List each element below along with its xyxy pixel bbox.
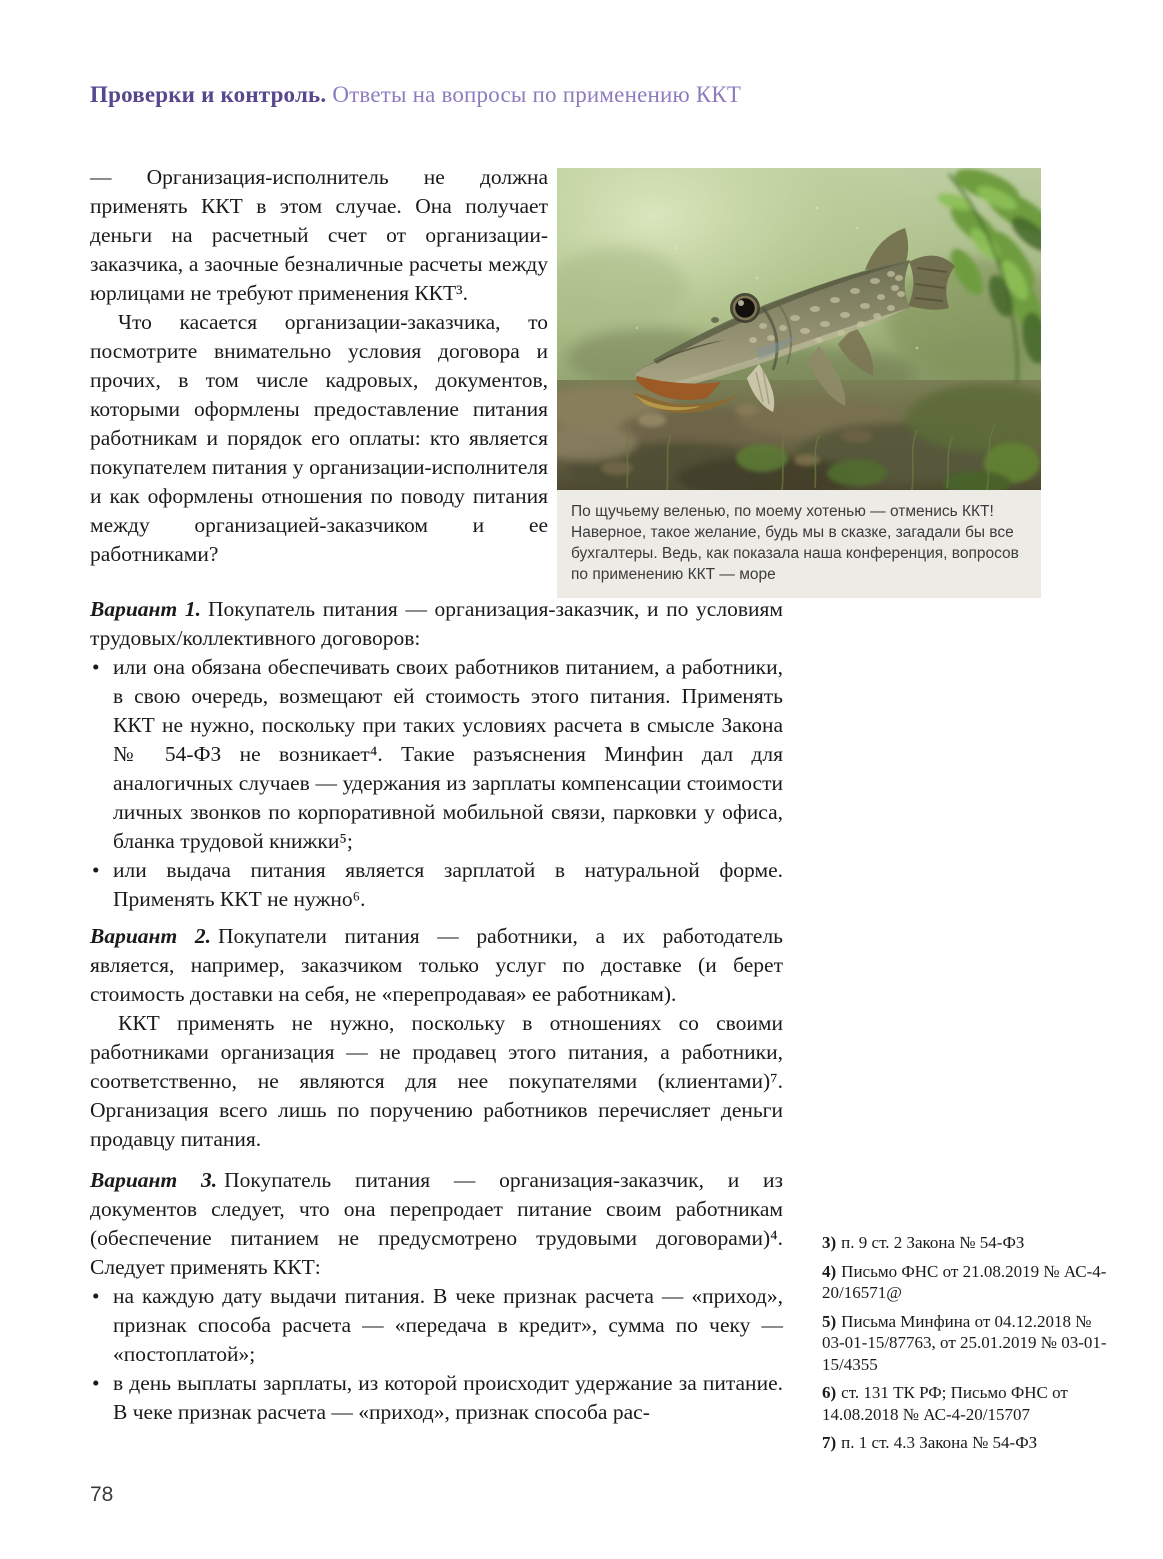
photo-caption: По щучьему веленью, по моему хотенью — отменись ККТ! Наверное, такое желание, будь мы в сказке, загадали бы все бухгалтеры. Ведь, как показала наша конференция, вопросов по применению ККТ — море [557, 490, 1041, 598]
variant-3-lead-text: Покупатель питания — организация-заказчик, и из документов следует, что она перепродает питание своим работникам (обеспечение питанием не предусмотрено трудовыми договорами)⁴. Следует применять ККТ: [90, 1168, 783, 1279]
intro-paragraph-2: Что касается организации-заказчика, то посмотрите внимательно условия договора и прочих, в том числе кадровых, документов, которыми оформлены предоставление питания работникам и порядок его оплаты: кто является покупателем питания у организации-исполнителя и как оформлены отношения по поводу питания между организацией-заказчиком и ее работниками? [90, 310, 548, 566]
intro-paragraph-1: — Организация-исполнитель не должна применять ККТ в этом случае. Она получает деньги на расчетный счет от организации-заказчика, а заочные безналичные расчеты между юрлицами не требуют применения ККТ³. [90, 165, 548, 305]
variant-1-bullet-2 [90, 856, 783, 914]
article-title: Ответы на вопросы по применению ККТ [332, 82, 742, 107]
bullet-marker: • [92, 858, 100, 882]
footnote-6-number: 6) [822, 1383, 837, 1402]
footnotes-sidebar [822, 1232, 1110, 1461]
variant-1-bullet-2-text: или выдача питания является зарплатой в натуральной форме. Применять ККТ не нужно⁶. [113, 858, 783, 911]
footnote-4 [822, 1261, 1110, 1304]
variant-3-bullet-2-text: в день выплаты зарплаты, из которой происходит удержание за питание. В чеке признак расчета — «приход», признак способа рас- [113, 1371, 783, 1424]
variant-2-label: Вариант 2. [90, 924, 211, 948]
footnote-6 [822, 1382, 1110, 1425]
footnote-4-text: Письмо ФНС от 21.08.2019 № АС-4-20/16571@ [822, 1261, 1107, 1302]
bullet-marker: • [92, 1284, 100, 1308]
footnote-3 [822, 1232, 1110, 1254]
footnote-3-number: 3) [822, 1233, 837, 1252]
photo-block [557, 168, 1041, 598]
variant-3-bullet-1-text: на каждую дату выдачи питания. В чеке признак расчета — «приход», признак способа расчета — «передача в кредит», сумма по чеку — «постоплатой»; [113, 1284, 783, 1366]
footnote-5-number: 5) [822, 1311, 837, 1331]
variant-1-section [90, 595, 783, 914]
footnote-5 [822, 1311, 1110, 1376]
variant-3-label: Вариант 3. [90, 1168, 218, 1192]
variant-2-paragraph-2: ККТ применять не нужно, поскольку в отношениях со своими работниками организация — не продавец этого питания, а работники, соответственно, не являются для нее покупателями (клиентами)⁷. Организация всего лишь по поручению работников перечисляет деньги продавцу питания. [90, 1011, 783, 1151]
footnote-5-text: Письма Минфина от 04.12.2018 № 03-01-15/87763, от 25.01.2019 № 03-01-15/4355 [822, 1311, 1107, 1374]
footnote-4-number: 4) [822, 1261, 837, 1281]
variant-3-bullet-1 [90, 1282, 783, 1369]
footnote-7-number: 7) [822, 1433, 837, 1452]
variant-1-bullet-1-text: или она обязана обеспечивать своих работников питанием, а работники, в свою очередь, возмещают ей стоимость этого питания. Применять ККТ не нужно, поскольку при таких условиях расчета в смысле Закона № 54-ФЗ не возникает⁴. Такие разъяснения Минфин дал для аналогичных случаев — удержания из зарплаты компенсации стоимости личных звонков по корпоративной мобильной связи, парковки у офиса, бланка трудовой книжки⁵; [113, 655, 783, 853]
variant-1-label: Вариант 1. [90, 597, 201, 621]
variant-3-lead [90, 1166, 783, 1282]
footnote-7 [822, 1432, 1110, 1454]
pike-underwater-photo [557, 168, 1041, 490]
running-head [90, 82, 741, 108]
variant-2-lead [90, 922, 783, 1009]
variant-2-lead-text: Покупатели питания — работники, а их работодатель является, например, заказчиком только услуг по доставке (и берет стоимость доставки на себя, не «перепродавая» ее работникам). [90, 924, 783, 1006]
variant-3-section [90, 1166, 783, 1427]
footnote-7-text: п. 1 ст. 4.3 Закона № 54-ФЗ [841, 1433, 1038, 1452]
variant-1-lead [90, 595, 783, 653]
footnote-6-text: ст. 131 ТК РФ; Письмо ФНС от 14.08.2018 № АС-4-20/15707 [822, 1383, 1068, 1424]
page-number: 78 [90, 1483, 114, 1506]
variant-1-bullet-1 [90, 653, 783, 856]
bullet-marker: • [92, 655, 100, 679]
rubric-title: Проверки и контроль. [90, 82, 327, 107]
variant-2-section [90, 922, 783, 1154]
variant-1-lead-text: Покупатель питания — организация-заказчик, и по условиям трудовых/коллективного договоров: [90, 597, 783, 650]
intro-column [90, 163, 548, 569]
bullet-marker: • [92, 1371, 100, 1395]
footnote-3-text: п. 9 ст. 2 Закона № 54-ФЗ [841, 1233, 1025, 1252]
variant-3-bullet-2 [90, 1369, 783, 1427]
